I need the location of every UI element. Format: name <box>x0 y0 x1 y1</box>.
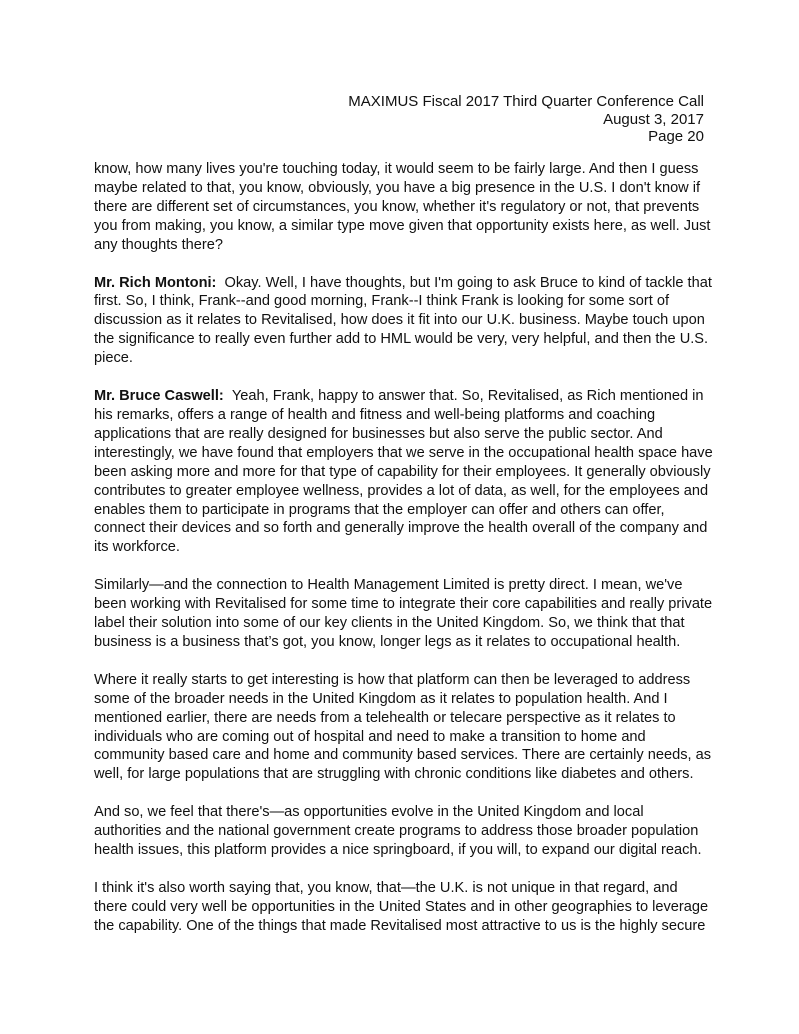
text-line <box>94 463 719 482</box>
line-text: Yeah, Frank, happy to answer that. So, Revitalised, as Rich mentioned in <box>231 388 704 405</box>
text-line <box>94 879 719 898</box>
text-line <box>94 292 719 311</box>
line-text: you from making, you know, a similar type move given that opportunity exists here, as well. Just <box>94 217 711 234</box>
line-text: been asking more and more for that type of capability for their employees. It generally obviously <box>94 463 711 480</box>
line-text: discussion as it relates to Revitalised, how does it fit into our U.K. business. Maybe touch upon <box>94 312 705 329</box>
text-line <box>94 671 719 690</box>
line-text: been working with Revitalised for some time to integrate their core capabilities and really private <box>94 596 713 613</box>
text-line <box>94 387 719 406</box>
text-line <box>94 803 719 822</box>
speaker-name: Mr. Bruce Caswell: <box>94 388 224 405</box>
line-text: mentioned earlier, there are needs from a telehealth or telecare perspective as it relates to <box>94 709 676 726</box>
line-text: maybe related to that, you know, obviously, you have a big presence in the U.S. I don't know if <box>94 179 701 196</box>
line-text: piece. <box>94 350 133 367</box>
line-text: Similarly—and the connection to Health Management Limited is pretty direct. I mean, we've <box>94 577 683 594</box>
line-text: there could very well be opportunities in the United States and in other geographies to leverage <box>94 898 709 915</box>
page-number: Page 20 <box>648 128 704 145</box>
text-line <box>94 576 719 595</box>
line-text: Okay. Well, I have thoughts, but I'm going to ask Bruce to kind of tackle that <box>224 274 712 291</box>
text-line <box>94 746 719 765</box>
document-title: MAXIMUS Fiscal 2017 Third Quarter Conference Call <box>348 93 704 110</box>
text-line <box>94 179 719 198</box>
transcript-paragraph <box>94 671 719 784</box>
text-line <box>94 765 719 784</box>
transcript-paragraph <box>94 160 719 255</box>
speaker-paragraph <box>94 274 719 369</box>
transcript-body <box>94 160 719 955</box>
text-line <box>94 160 719 179</box>
line-text: interestingly, we have found that employers that we serve in the occupational health space have <box>94 444 713 461</box>
text-line <box>94 501 719 520</box>
transcript-paragraph <box>94 879 719 936</box>
page-header <box>348 93 704 146</box>
transcript-paragraph <box>94 803 719 860</box>
text-line <box>94 898 719 917</box>
line-text: community based care and home and community based services. There are certainly needs, as <box>94 747 712 764</box>
line-text: label their solution into some of our key clients in the United Kingdom. So, we think that that <box>94 615 685 632</box>
line-text: any thoughts there? <box>94 236 224 253</box>
text-line <box>94 538 719 557</box>
document-date: August 3, 2017 <box>603 110 704 128</box>
line-text: Where it really starts to get interesting is how that platform can then be leveraged to address <box>94 671 691 688</box>
line-text: connect their devices and so forth and generally improve the health overall of the company and <box>94 520 708 537</box>
speaker-gap <box>216 275 224 291</box>
line-text: enables them to participate in programs that the employer can offer and others can offer, <box>94 501 665 518</box>
line-text: there are different set of circumstances, you know, whether it's regulatory or not, that prevents <box>94 198 700 215</box>
line-text: business is a business that’s got, you know, longer legs as it relates to occupational health. <box>94 633 681 650</box>
line-text: individuals who are coming out of hospital and need to make a transition to home and <box>94 728 646 745</box>
text-line <box>94 822 719 841</box>
line-text: some of the broader needs in the United Kingdom as it relates to population health. And I <box>94 690 668 707</box>
text-line <box>94 198 719 217</box>
text-line <box>94 311 719 330</box>
text-line <box>94 406 719 425</box>
line-text: the capability. One of the things that made Revitalised most attractive to us is the highly secure <box>94 917 706 934</box>
text-line <box>94 425 719 444</box>
text-line <box>94 614 719 633</box>
text-line <box>94 595 719 614</box>
line-text: applications that are really designed for businesses but also serve the public sector. And <box>94 425 663 442</box>
text-line <box>94 444 719 463</box>
line-text: contributes to greater employee wellness, provides a lot of data, as well, for the employees and <box>94 482 709 499</box>
line-text: know, how many lives you're touching today, it would seem to be fairly large. And then I guess <box>94 161 699 177</box>
line-text: authorities and the national government create programs to address those broader population <box>94 823 699 840</box>
transcript-paragraph <box>94 576 719 652</box>
line-text: health issues, this platform provides a nice springboard, if you will, to expand our digital reach. <box>94 842 702 859</box>
speaker-paragraph <box>94 387 719 557</box>
line-text: well, for large populations that are struggling with chronic conditions like diabetes and others. <box>94 766 694 783</box>
line-text: the significance to really even further add to HML would be very, very helpful, and then the U.S. <box>94 331 709 348</box>
text-line <box>94 917 719 936</box>
line-text: And so, we feel that there's—as opportunities evolve in the United Kingdom and local <box>94 804 644 821</box>
text-line <box>94 633 719 652</box>
text-line <box>94 728 719 747</box>
text-line <box>94 217 719 236</box>
text-line <box>94 841 719 860</box>
line-text: his remarks, offers a range of health and fitness and well-being platforms and coaching <box>94 406 656 423</box>
text-line <box>94 274 719 293</box>
speaker-name: Mr. Rich Montoni: <box>94 274 217 291</box>
text-line <box>94 690 719 709</box>
line-text: I think it's also worth saying that, you know, that—the U.K. is not unique in that regard, and <box>94 880 678 896</box>
text-line <box>94 330 719 349</box>
line-text: its workforce. <box>94 539 180 556</box>
text-line <box>94 709 719 728</box>
text-line <box>94 519 719 538</box>
text-line <box>94 482 719 501</box>
speaker-gap <box>224 388 232 404</box>
text-line <box>94 236 719 255</box>
line-text: first. So, I think, Frank--and good morning, Frank--I think Frank is looking for some sort of <box>94 293 670 310</box>
text-line <box>94 349 719 368</box>
